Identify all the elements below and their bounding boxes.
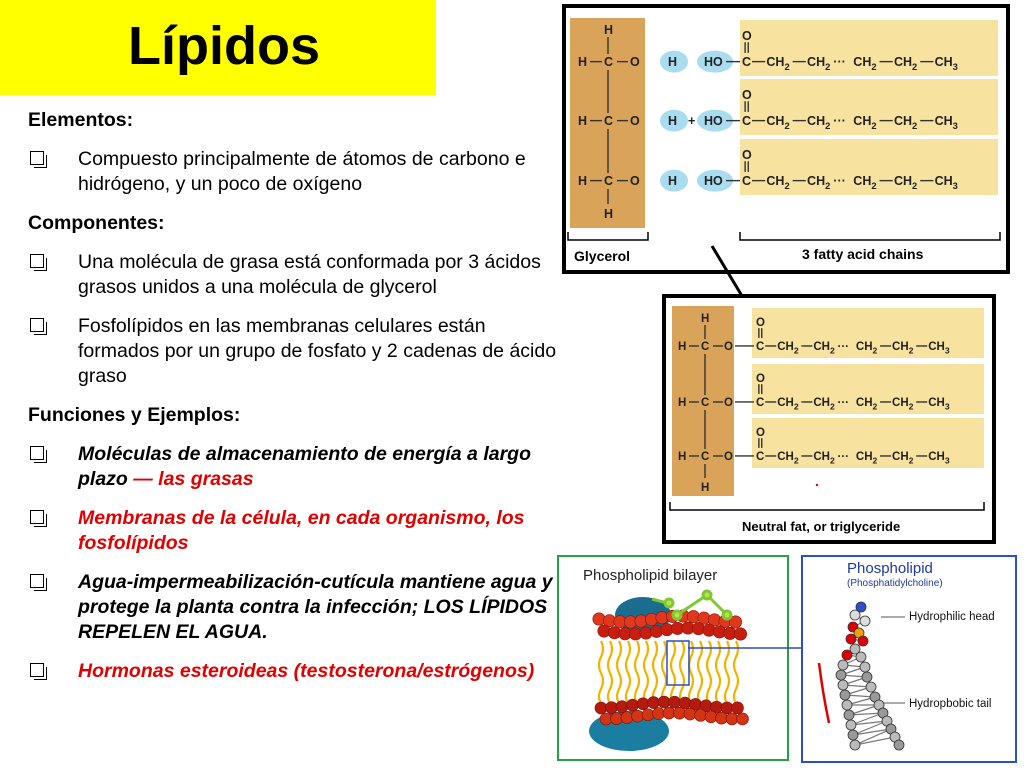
methyl-text: $CH_3$ [934, 55, 958, 72]
bullet-funciones-4 [28, 659, 558, 684]
checkbox-bullet-icon [30, 663, 44, 677]
atom-sphere [836, 670, 846, 680]
atom-sphere [860, 662, 870, 672]
methylene-text: $CH_2$ [807, 114, 831, 131]
methylene-text: $CH_2$ [853, 174, 877, 191]
carbon-text: C [756, 451, 765, 463]
heading-componentes: Componentes: [28, 212, 165, 234]
lipid-head [621, 712, 633, 724]
phospholipid-title: Phospholipid [847, 560, 933, 577]
carbon-text: C [742, 174, 752, 188]
methylene-text: $CH_2$ [892, 451, 914, 466]
hydrogen-text: H [668, 55, 678, 69]
methyl-text: $CH_3$ [928, 397, 950, 412]
oxygen-text: O [630, 114, 640, 128]
atom-sphere [860, 616, 870, 626]
lipid-head [737, 713, 749, 725]
bullet-componentes-2 [28, 314, 558, 389]
lipid-head [734, 628, 746, 640]
lipid-head [674, 707, 686, 719]
atom-sphere [838, 660, 848, 670]
hydrogen-text: H [578, 114, 588, 128]
methyl-text: $CH_3$ [934, 114, 958, 131]
phospholipid-molecule-panel [801, 555, 1017, 763]
lipid-head [627, 699, 639, 711]
methyl-text: $CH_3$ [934, 174, 958, 191]
oxygen-text: O [756, 316, 765, 329]
hydrogen-text: H [701, 482, 710, 494]
methylene-text: $CH_2$ [855, 451, 878, 466]
methylene-text: $CH_2$ [766, 114, 790, 131]
oxygen-text: O [742, 87, 752, 102]
glycerol-label: Glycerol [574, 248, 631, 264]
bullet-text: Agua-impermeabilización-cutícula mantiene agua y protege la planta contra la infección; LOS LÍPIDOS REPELEN EL AGUA. [78, 571, 553, 643]
methylene-text: $CH_2$ [807, 55, 831, 72]
oxygen-text: O [724, 451, 733, 463]
methylene-text: $CH_2$ [777, 397, 799, 412]
bullet-funciones-2 [28, 506, 558, 556]
lipid-head [684, 708, 696, 720]
carbon-text: C [604, 114, 614, 128]
methylene-text: $CH_2$ [893, 174, 918, 191]
oxygen-text: O [742, 147, 752, 162]
bond-dots-text: ··· [833, 114, 846, 128]
methylene-text: $CH_2$ [892, 397, 914, 412]
methylene-text: $CH_2$ [813, 451, 835, 466]
hydroxyl-text: HO [704, 174, 723, 188]
lipid-head [632, 710, 644, 722]
triglyceride-diagram [662, 294, 996, 544]
hydrogen-text: H [678, 451, 687, 463]
lipid-head [600, 713, 612, 725]
atom-sphere [838, 680, 848, 690]
hydrogen-text: H [578, 174, 588, 188]
hydrogen-text: H [604, 23, 614, 37]
checkbox-bullet-icon [30, 151, 44, 165]
hydrogen-text: H [678, 341, 687, 353]
triglyceride-label: Neutral fat, or triglyceride [742, 519, 901, 534]
carbon-text: C [701, 397, 710, 409]
methylene-text: $CH_2$ [855, 397, 878, 412]
lipid-head [726, 713, 738, 725]
lipid-head [705, 711, 717, 723]
hydrogen-text: H [701, 313, 710, 325]
methylene-text: $CH_2$ [853, 55, 877, 72]
hydroxyl-text: HO [704, 55, 723, 69]
hydrogen-text: H [668, 114, 678, 128]
hydrophilic-label: Hydrophilic head [909, 611, 995, 623]
bond-dots-text: ··· [833, 174, 846, 188]
oxygen-text: O [742, 28, 752, 43]
atom-sphere [850, 610, 860, 620]
heading-elementos: Elementos: [28, 109, 134, 131]
atom-sphere [846, 634, 856, 644]
carbon-text: C [756, 341, 765, 353]
lipid-head [611, 713, 623, 725]
methylene-text: $CH_2$ [813, 341, 835, 356]
atom-sphere [858, 636, 868, 646]
carbon-text: C [756, 397, 765, 409]
methylene-text: $CH_2$ [853, 114, 877, 131]
lipid-head [637, 698, 649, 710]
lipid-head [595, 702, 607, 714]
lipid-head [616, 701, 628, 713]
text-content [28, 108, 558, 698]
lipid-head [642, 709, 654, 721]
oxygen-text: O [724, 397, 733, 409]
hydrogen-text: H [668, 174, 678, 188]
bullet-funciones-1 [28, 442, 558, 492]
bilayer-label: Phospholipid bilayer [583, 567, 718, 584]
bullet-text: Hormonas esteroideas (testosterona/estrógenos) [78, 660, 535, 682]
bullet-text: Fosfolípidos en las membranas celulares están formados por un grupo de fosfato y 2 cadenas de ácido graso [78, 315, 557, 387]
heading-funciones: Funciones y Ejemplos: [28, 404, 241, 426]
hydrogen-text: H [678, 397, 687, 409]
bullet-text: Compuesto principalmente de átomos de carbono e hidrógeno, y un poco de oxígeno [78, 148, 526, 195]
atom-sphere [866, 682, 876, 692]
methylene-text: $CH_2$ [777, 451, 799, 466]
hydrogen-text: H [604, 207, 614, 221]
methylene-text: $CH_2$ [807, 174, 831, 191]
atom-sphere [862, 672, 872, 682]
hydrogen-text: H [578, 55, 588, 69]
atom-sphere [840, 690, 850, 700]
oxygen-text: O [724, 341, 733, 353]
methyl-text: $CH_3$ [928, 341, 950, 356]
bullet-elementos-1 [28, 147, 558, 197]
oxygen-text: O [756, 426, 765, 439]
lipid-head [648, 697, 660, 709]
methyl-text: $CH_3$ [928, 451, 950, 466]
methylene-text: $CH_2$ [777, 341, 799, 356]
phospholipid-bilayer-panel [557, 555, 789, 761]
glycerol-fatty-acid-diagram [562, 4, 1012, 274]
lipid-head [606, 702, 618, 714]
methylene-text: $CH_2$ [766, 55, 790, 72]
checkbox-bullet-icon [30, 574, 44, 588]
atom-sphere [894, 740, 904, 750]
methylene-text: $CH_2$ [892, 341, 914, 356]
carbon-text: C [701, 341, 710, 353]
methylene-text: $CH_2$ [855, 341, 878, 356]
lipid-head [669, 696, 681, 708]
hydroxyl-text: HO [704, 114, 723, 128]
fatty-acid-label: 3 fatty acid chains [802, 246, 924, 262]
carbon-text: C [701, 451, 710, 463]
lipid-head [653, 708, 665, 720]
checkbox-bullet-icon [30, 510, 44, 524]
bullet-text: Membranas de la célula, en cada organismo, los fosfolípidos [78, 507, 525, 554]
checkbox-bullet-icon [30, 446, 44, 460]
bullet-text: Moléculas de almacenamiento de energía a largo plazo [78, 443, 531, 490]
bond-dots-text: ··· [837, 341, 849, 353]
oxygen-text: O [756, 372, 765, 385]
page-title: Lípidos [128, 16, 320, 76]
title-banner [0, 0, 436, 95]
atom-sphere [846, 720, 856, 730]
bullet-text: Una molécula de grasa está conformada por 3 ácidos grasos unidos a una molécula de glycerol [78, 251, 541, 298]
bullet-funciones-3 [28, 570, 558, 645]
lipid-head [695, 709, 707, 721]
bond-dots-text: ··· [837, 451, 849, 463]
carbon-text: C [742, 55, 752, 69]
carbon-text: C [604, 174, 614, 188]
oxygen-text: O [630, 174, 640, 188]
carbon-text: C [604, 55, 614, 69]
atom-sphere [844, 710, 854, 720]
bullet-componentes-1 [28, 250, 558, 300]
bond-dots-text: ··· [837, 397, 849, 409]
red-dot [816, 484, 818, 486]
bullet-text-red: — las grasas [133, 468, 254, 490]
lipid-head [663, 707, 675, 719]
carbon-text: C [742, 114, 752, 128]
atom-sphere [848, 730, 858, 740]
methylene-text: $CH_2$ [893, 114, 918, 131]
methylene-text: $CH_2$ [813, 397, 835, 412]
methylene-text: $CH_2$ [893, 55, 918, 72]
atom-sphere [850, 740, 860, 750]
lipid-head [716, 712, 728, 724]
methylene-text: $CH_2$ [766, 174, 790, 191]
hydrophobic-label: Hydropbobic tail [909, 698, 992, 710]
phospholipid-subtitle: (Phosphatidylcholine) [847, 578, 943, 589]
checkbox-bullet-icon [30, 318, 44, 332]
lipid-head [658, 696, 670, 708]
bond-dots-text: ··· [833, 55, 846, 69]
atom-sphere [842, 700, 852, 710]
lipid-head [732, 702, 744, 714]
oxygen-text: O [630, 55, 640, 69]
atom-sphere [856, 652, 866, 662]
zoom-connector [688, 640, 808, 654]
atom-sphere [842, 650, 852, 660]
checkbox-bullet-icon [30, 254, 44, 268]
triglyceride-chains [752, 308, 984, 468]
plus-text: + [688, 114, 696, 128]
